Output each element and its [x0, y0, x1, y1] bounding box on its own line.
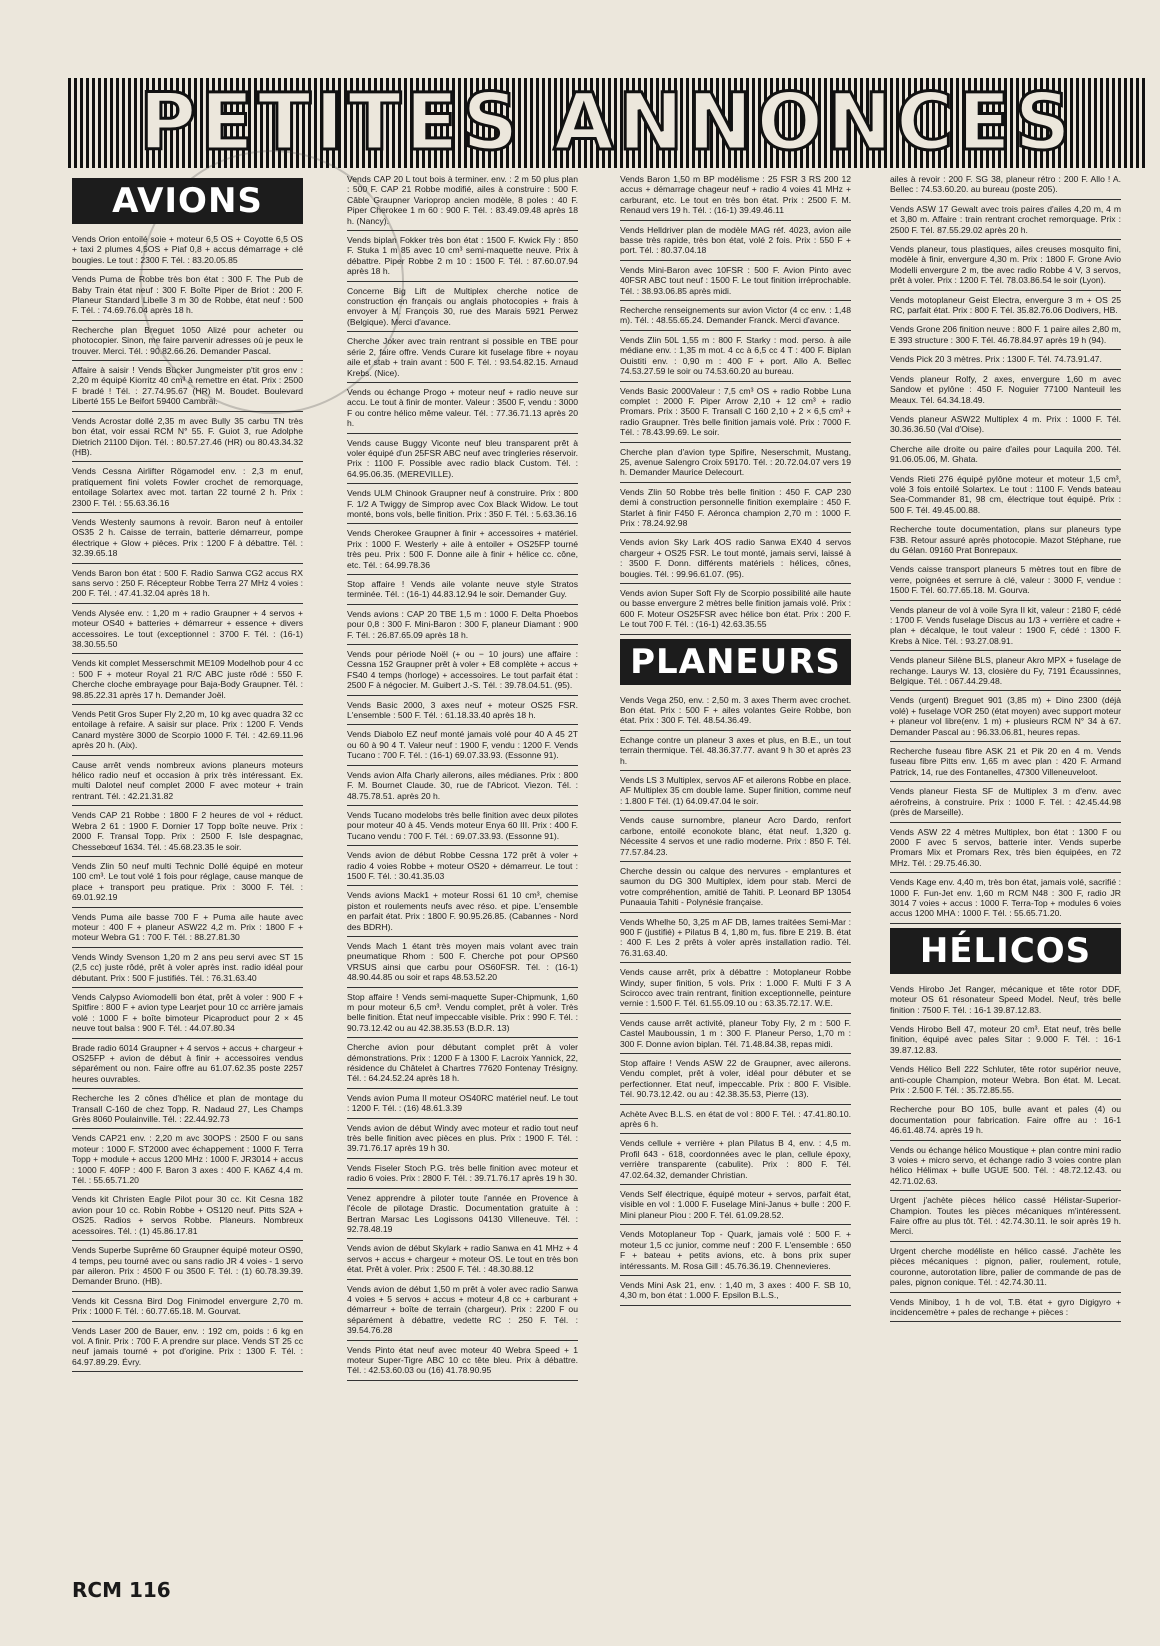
ad-text: Vends planeur, tous plastiques, ailes creuses mosquito fini, modèle à finir, envergure 4,30 m. Prix : 1800 F. Grone Avio Modelli envergure 2 m, tbe avec radio Robbe 4 V, 3 servos, prêt à voler. Prix : 1200 F. Tél. 78.03.86.54 le soir (Lyon).	[890, 244, 1121, 286]
ad-text: Vends Basic 2000, 3 axes neuf + moteur OS25 FSR. L'ensemble : 500 F. Tél. : 61.18.33.40 après 18 h.	[347, 699, 578, 721]
magazine-brand: RCM	[72, 1578, 122, 1602]
ad-text: Vends avion Sky Lark 4OS radio Sanwa EX40 4 servos chargeur + OS25 FSR. Le tout monté, jamais servi, laissé à : 3500 F. Donn. différents matériels : hélices, cônes, bougies. Tél. : 99.96.61.07. (95).	[620, 537, 851, 579]
classified-ad	[620, 735, 851, 771]
ad-text: Vends avion de début Robbe Cessna 172 prêt à voler + radio 4 voies Robbe + moteur OS20 + démarreur. Le tout : 1500 F. Tél. : 30.41.35.03	[347, 850, 578, 881]
classified-ad	[620, 487, 851, 534]
ad-text: Achète Avec B.L.S. en état de vol : 800 F. Tél. : 47.41.80.10. après 6 h.	[620, 1108, 851, 1130]
ad-text: ailes à revoir : 200 F. SG 38, planeur rétro : 200 F. Allo ! A. Bellec : 74.53.60.20. au bureau (poste 205).	[890, 174, 1121, 195]
classified-ad	[620, 1189, 851, 1225]
classified-ad	[72, 416, 303, 463]
ad-text: Cherche Joker avec train rentrant si possible en TBE pour série 2, faire offre. Vends Curare kit fuselage fibre + noyau aile et stab + train avant : 500 F. Tél. : 93.54.82.15. Arnaud Krebs. (Nice).	[347, 336, 578, 378]
ad-text: Vends Puma de Robbe très bon état : 300 F. The Pub de Baby Train état neuf : 300 F. Boîte Piper de Briot : 200 F. Planeur Standard Libelle 3 m 30 de Robbe, état neuf : 500 F. Tél. : 74.69.76.04 après 18 h.	[72, 274, 303, 316]
ad-text: Vends LS 3 Multiplex, servos AF et ailerons Robbe en place. AF Multiplex 35 cm double lame. Super finition, comme neuf : 1.800 F Tél. (1) 64.09.47.04 le soir.	[620, 775, 851, 806]
ad-text: Vends Helldriver plan de modèle MAG réf. 4023, avion aile basse très rapide, très bon état, volé 2 fois. Prix : 550 F + port. Tél. : 80.37.04.18	[620, 224, 851, 256]
ad-text: Vends (urgent) Breguet 901 (3,85 m) + Dino 2300 (déjà volé) + fuselage VOR 250 (état moyen) avec support moteur + planeur vol libre(env. 1 m) + plusieurs RCM N° 34 à 67. Demander Pascal au : 96.33.06.81, heures repas.	[890, 695, 1121, 737]
classified-ad	[72, 952, 303, 988]
column-3	[620, 174, 851, 1310]
ad-text: Vends Diabolo EZ neuf monté jamais volé pour 40 A 45 2T ou 60 à 90 4 T. Valeur neuf : 1900 F, vendu : 1200 F. Vends Tucano : 700 F. Tél. : (16-1) 69.07.33.93. (Essonne 91).	[347, 729, 578, 761]
classified-ad	[890, 524, 1121, 560]
ad-text: Vends Hirobo Jet Ranger, mécanique et tête rotor DDF, moteur OS 61 résonateur Speed Model. Neuf, très belle finition : 7500 F. Tél. : 16-1 39.87.12.83.	[890, 983, 1121, 1015]
page-footer	[72, 1578, 171, 1602]
ad-text: Vends planeur Rolfy, 2 axes, envergure 1,60 m avec Sandow et pylône : 450 F. Noguier 77100 Nanteuil les Meaux. Tél. 64.34.18.49.	[890, 373, 1121, 405]
classified-ad	[72, 608, 303, 655]
classified-ad	[72, 1245, 303, 1292]
classified-ad	[620, 775, 851, 811]
classified-ad	[72, 568, 303, 604]
classified-ad	[890, 324, 1121, 350]
classified-ad	[347, 1193, 578, 1240]
ad-text: Vends Acrostar dollé 2,35 m avec Bully 35 carbu TN très bon état, voir essai RCM N° 55. F. Guiot 3, rue Adolphe Dietrich 21100 Dijon. Tél. : 80.57.27.46 (HR) ou 80.43.34.32 (HB).	[72, 415, 303, 457]
ad-text: Vends Grone 206 finition neuve : 800 F. 1 paire ailes 2,80 m, E 393 structure : 300 F. Tél. 46.78.84.97 après 19 h (94).	[890, 324, 1121, 345]
classified-ad	[890, 374, 1121, 410]
ad-text: Cherche aile droite ou paire d'ailes pour Laquila 200. Tél. 91.06.05.06, M. Ghata.	[890, 443, 1121, 465]
classified-ad	[620, 447, 851, 483]
classified-ad	[347, 1042, 578, 1089]
classified-ad	[347, 850, 578, 886]
ad-text: Venez apprendre à piloter toute l'année en Provence à l'école de pilotage Drastic. Documentation gratuite à : Bertran Marsac Les Logissons 04130 Villeneuve. Tél. : 92.78.48.19	[347, 1192, 578, 1234]
section-planeurs-header: PLANEURS	[620, 639, 851, 685]
banner-title: PETITES ANNONCES	[139, 78, 1075, 168]
classified-ad	[347, 941, 578, 988]
ad-text: Vends motoplaneur Geist Electra, envergure 3 m + OS 25 RC, parfait état. Prix : 800 F. Tél. 35.82.76.06 Dodivers, HB.	[890, 294, 1121, 316]
ad-text: Vends Superbe Suprême 60 Graupner équipé moteur OS90, 4 temps, peu tourné avec ou sans radio JR 4 voies - 1 servo par aileron. Prix : 4500 F ou 3500 F. Tél. : (1) 60.78.39.39. Demander Bruno. (HB).	[72, 1245, 303, 1287]
ad-text: Vends Motoplaneur Top - Quark, jamais volé : 500 F. + moteur 1,5 cc junior, comme neuf : 200 F. L'ensemble : 650 F + bateau + petits avions, etc. à bons prix super intéressants. M. Rosa Gill : 45.76.36.19. Chennevieres.	[620, 1229, 851, 1271]
ad-text: Vends ASW 17 Gewalt avec trois paires d'ailes 4,20 m, 4 m et 3,80 m. Affaire : train rentrant crochet remorquage. Prix : 2500 F. Tél. 87.55.29.02 après 20 h.	[890, 203, 1121, 235]
classified-ad	[72, 1043, 303, 1090]
classified-ad	[347, 528, 578, 575]
ad-text: Vends avions : CAP 20 TBE 1,5 m : 1000 F. Delta Phoebos pour 0,8 : 300 F. Mini-Baron : 300 F, planeur Diamant : 900 F. Tél. : 26.87.65.09 après 18 h.	[347, 608, 578, 640]
ad-text: Vends avion Super Soft Fly de Scorpio possibilité aile haute ou basse envergure 2 mètres belle finition jamais volé. Prix : 600 F. Moteur OS25FSR avec hélice bon état. Prix : 200 F. Le tout 700 F. Tél. : (16-1) 42.63.35.55	[620, 588, 851, 630]
ad-text: Vends Whelhe 50, 3,25 m AF DB, lames traitées Semi-Mar : 900 F (justifié) + Pilatus B 4, 1,80 m, fus. fibre E 219. B. état : 400 F. Les 2 prêts à voler après installation radio. Tél. 76.31.63.40.	[620, 916, 851, 958]
ad-text: Vends Petit Gros Super Fly 2,20 m, 10 kg avec quadra 32 cc entoilage à refaire. A saisir sur place. Prix : 1200 F. Vends Canard mystère 3000 de Scorpio 1000 F. Tél. : 42.69.11.96 après 20 h. (Aix).	[72, 709, 303, 751]
ad-text: Vends Basic 2000Valeur : 7,5 cm³ OS + radio Robbe Luna complet : 2000 F. Piper Arrow 2,10 + 12 cm³ + radio Promars. Prix : 3500 F. Transall C 160 2,10 + 2 × 6,5 cm³ + radio Graupner. Très belle finition jamais volé. Prix : 7000 F. Tél. : 78.43.99.69. Le soir.	[620, 385, 851, 438]
classified-ad	[890, 1195, 1121, 1242]
classified-ad	[347, 649, 578, 696]
banner	[68, 78, 1146, 168]
classified-ad	[620, 265, 851, 301]
classified-ad	[72, 365, 303, 412]
classified-ad	[620, 537, 851, 584]
ad-text: Vends Baron bon état : 500 F. Radio Sanwa CG2 accus RX sans servo : 250 F. Récepteur Robbe Terra 27 MHz 4 voies : 200 F. Tél. : 47.41.32.04 après 18 h.	[72, 567, 303, 599]
classified-ad	[890, 474, 1121, 521]
classified-ad	[620, 1280, 851, 1306]
classified-ad	[620, 866, 851, 913]
ad-text: Vends kit Cessna Bird Dog Finimodel envergure 2,70 m. Prix : 1000 F. Tél. : 60.77.65.18. M. Gourvat.	[72, 1295, 303, 1317]
ad-text: Vends CAP 21 Robbe : 1800 F 2 heures de vol + réduct. Webra 2 61 : 1900 F. Dornier 17 Topp boîte neuve. Prix : 2000 F. Transal Topp. Prix : 2500 F. Isle despagnac, Chessebœuf 1634. Tél. : 45.68.23.35 le soir.	[72, 810, 303, 852]
ads-list	[890, 984, 1121, 1323]
classified-ad	[890, 174, 1121, 200]
ad-text: Vends Miniboy, 1 h de vol, T.B. état + gyro Digigyro + incidencemètre + pales de rechange + pièces :	[890, 1296, 1121, 1317]
classified-ad	[347, 1345, 578, 1381]
ads-list	[347, 174, 578, 1381]
ad-text: Vends Mini-Baron avec 10FSR : 500 F. Avion Pinto avec 40FSR ABC tout neuf : 1500 F. Le tout finition irréprochable. Tél. : 38.93.06.85 après midi.	[620, 264, 851, 296]
classified-ad	[347, 810, 578, 846]
ad-text: Vends Laser 200 de Bauer, env. : 192 cm, poids : 6 kg en vol. A finir. Prix : 700 F. A prendre sur place. Vends ST 25 cc neuf jamais tourné + pot d'origine. Prix : 1300 F. Tél. : 64.97.89.29. Évry.	[72, 1325, 303, 1367]
classified-ad	[347, 488, 578, 524]
ad-text: Stop affaire ! Vends semi-maquette Super-Chipmunk, 1,60 m pour moteur 6,5 cm³. Vendu complet, prêt à voler. Très belle finition. État neuf impeccable visible. Prix : 990 F. Tél. : 90.73.12.42 ou au 42.38.35.53 (B.D.R. 13)	[347, 991, 578, 1033]
ad-text: Vends ASW 22 4 mètres Multiplex, bon état : 1300 F ou 2000 F avec 5 servos, batterie inter. Vends superbe Promars Mix et Promars Rex, très bien équipées, en 72 MHz. Tél. : 29.75.46.30.	[890, 826, 1121, 868]
ad-text: Recherche renseignements sur avion Victor (4 cc env. : 1,48 m). Tél. : 48.55.65.24. Demander Franck. Merci d'avance.	[620, 305, 851, 326]
ad-text: Vends planeur de vol à voile Syra II kit, valeur : 2180 F, cédé : 1700 F. Vends fuselage Discus au 1/3 + verrière et cadre + plan + décalque, le tout valeur : 1900 F, cédé : 1300 F. Krebs à Nice. Tél. : 93.27.08.91.	[890, 604, 1121, 646]
classified-ad	[347, 438, 578, 485]
classified-ad	[890, 414, 1121, 440]
ad-text: Cause arrêt vends nombreux avions planeurs moteurs hélico radio neuf et occasion à prix très intéressant. Ex. multi Dalotel neuf complet 2000 F avec moteur + train rentrant. Tél. : 42.21.31.82	[72, 759, 303, 801]
classified-ad	[890, 655, 1121, 691]
ad-text: Vends Zlin 50 neuf multi Technic Dollé équipé en moteur 100 cm³. Le tout volé 1 fois pour réglage, cause manque de place + transport peu pratique. Prix : 3000 F. Tél. : 69.01.92.19	[72, 860, 303, 903]
classified-ad	[72, 861, 303, 908]
ads-list	[890, 174, 1121, 924]
ad-text: Vends Hélico Bell 222 Schluter, tête rotor supérior neuve, anti-couple Champion, moteur Webra. Bon état. M. Lecat. Prix : 2.500 F. Tél. : 35.72.85.55.	[890, 1064, 1121, 1095]
ad-text: Vends cellule + verrière + plan Pilatus B 4, env. : 4,5 m. Profil 643 - 618, coordonnées avec le plan, cellule époxy, verrière transparente (cabulite). Prix : 800 F. Tél. 47.02.64.32, demander Christian.	[620, 1138, 851, 1180]
classified-ad	[72, 658, 303, 705]
ad-text: Brade radio 6014 Graupner + 4 servos + accus + chargeur + OS25FP + avion de début à finir + accessoires vendus séparément ou non. Faire offre au 61.07.62.35 poste 2257 heures ouvrables.	[72, 1042, 303, 1084]
classified-ad	[347, 700, 578, 726]
classified-ad	[347, 387, 578, 434]
classified-ad	[72, 325, 303, 361]
ad-text: Vends Windy Svenson 1,20 m 2 ans peu servi avec ST 15 (2,5 cc) juste rôdé, prêt à voler après inst. radio idéal pour débutant. Prix : 500 F justifiés. Tél. : 76.31.63.40	[72, 951, 303, 983]
classified-ad	[72, 709, 303, 756]
ad-text: Concerne Big Lift de Multiplex cherche notice de construction en français ou anglais photocopies + frais à envoyer à M. François 30, rue des Marais 5921 Perwez (Belgique). Merci d'avance.	[347, 285, 578, 327]
ad-text: Vends Puma aile basse 700 F + Puma aile haute avec moteur : 400 F + planeur ASW22 4,2 m. Prix : 1800 F + moteur Webra G1 : 700 F. Tél. : 88.27.81.30	[72, 911, 303, 943]
classified-ad	[72, 912, 303, 948]
classified-ad	[72, 760, 303, 807]
ad-text: Vends planeur Silène BLS, planeur Akro MPX + fuselage de rechange. Laurys W. 13, closière du Fy, 7191 Écaussinnes, Belgique. Tél. : 067.44.29.48.	[890, 655, 1121, 687]
classified-ad	[620, 225, 851, 261]
classified-ad	[890, 605, 1121, 652]
classified-ad	[72, 517, 303, 564]
column-2	[347, 174, 578, 1385]
ad-text: Vends ou échange hélico Moustique + plan contre mini radio 3 voies + micro servo, et échange radio 3 voies contre plan hélico Hélimax + bulle UGUE 500. Tél. : 48.72.12.43. ou 42.71.02.63.	[890, 1144, 1121, 1186]
ad-text: Vends avion de début Skylark + radio Sanwa en 41 MHz + 4 servos + accus + chargeur + moteur OS. Le tout en très bon état. Prêt à voler. Prix : 2500 F. Tél. : 48.30.88.12	[347, 1243, 578, 1275]
ad-text: Vends Calypso Aviomodelli bon état, prêt à voler : 900 F + Spitfire : 800 F + avion type Learjet pour 10 cc arrière jamais volé : 1000 F + boîte bimoteur Picaproduct pour 2 × 45 neuve tout balsa : 900 F. Tél. : 44.07.80.34	[72, 991, 303, 1034]
ad-text: Cherche dessin ou calque des nervures - emplantures et saumon du DG 300 Multiplex, idem pour stab. Merci de votre compréhention, amitié de Tahiti. P. Leonard BP 13054 Punaauia Tahiti - Polynésie française.	[620, 865, 851, 908]
ad-text: Recherche plan Breguet 1050 Alizé pour acheter ou photocopier. Sinon, me faire parvenir adresses où je peux le trouver. Merci. Tél. : 90.82.66.26. Demander Pascal.	[72, 324, 303, 356]
classified-ad	[72, 1093, 303, 1129]
classified-ad	[620, 967, 851, 1014]
classified-ad	[620, 1109, 851, 1135]
ad-text: Vends Cessna Airlifter Rögamodel env. : 2,3 m enuf, pratiquement fini volets Fowler crochet de remorquage, entoilage Solartex avec mot. tartan 22 tourné 2 h. Prix : 2300 F. Tél. : 55.63.36.16	[72, 466, 303, 508]
classified-ad	[72, 234, 303, 270]
ad-text: Vends cause arrêt activité, planeur Toby Fly, 2 m : 500 F. Castel Mauboussin, 1 m : 300 F. Planeur Perso, 1,70 m : 300 F. Donne avion biplan. Tél. 71.48.84.38, repas midi.	[620, 1017, 851, 1049]
ad-text: Vends caisse transport planeurs 5 mètres tout en fibre de verre, poignées et serrure à clé, valeur : 3000 F, vendue : 1500 F. Tél. 60.77.65.18. M. Gourva.	[890, 564, 1121, 596]
classified-ad	[620, 386, 851, 443]
ad-text: Recherche fuseau fibre ASK 21 et Pik 20 en 4 m. Vends fuseau fibre Pitts env. 1,65 m avec plan : 420 F. Armand Patrick, 14, rue des Fontanelles, 47300 Villeneuveloot.	[890, 746, 1121, 777]
ad-text: Stop affaire ! Vends ASW 22 de Graupner, avec ailerons. Vendu complet, prêt à voler, idéal pour débuter et se perfectionner. Etat neuf, impeccable. Prix : 800 F. Visible. Tél. 90.73.12.42. ou au : 42.38.35.53, Pierre (13).	[620, 1058, 851, 1100]
ad-text: Vends Pinto état neuf avec moteur 40 Webra Speed + 1 moteur Super-Tigre ABC 10 cc tête bleu. Prix à débattre. Tél. : 42.53.60.03 ou (16) 41.78.90.95	[347, 1344, 578, 1376]
classified-ad	[72, 274, 303, 321]
ad-text: Echange contre un planeur 3 axes et plus, en B.E., un tout terrain thermique. Tél. 48.36.37.77. avant 9 h 30 et après 23 h.	[620, 734, 851, 766]
classified-ad	[347, 235, 578, 282]
classified-ad	[347, 890, 578, 937]
ad-text: Vends avion de début Windy avec moteur et radio tout neuf très belle finition avec pièces en plus. Prix : 1900 F. Tél. : 39.71.76.17 après 19 h 30.	[347, 1122, 578, 1154]
classified-ad	[347, 1123, 578, 1159]
classified-ad	[620, 305, 851, 331]
ad-text: Vends cause arrêt, prix à débattre : Motoplaneur Robbe Windy, super finition, 5 vols. Prix : 1.000 F. Multi F 3 A Scirocco avec train rentrant, finition exceptionnelle, peinture vernie : 1.500 F. Tél. 61.55.09.10 ou : 63.35.72.17. W.E.	[620, 967, 851, 1009]
ad-text: Vends Baron 1,50 m BP modélisme : 25 FSR 3 RS 200 12 accus + démarrage chageur neuf + radio 4 voies 41 MHz + carburant, etc. Le tout en très bon état. Prix : 2500 F. M. Renaud vers 19 h. Tél. : (16-1) 39.49.46.11	[620, 174, 851, 216]
ad-text: Vends Orion entoilé soie + moteur 6,5 OS + Coyotte 6,5 OS + taxi 2 plumes 4,5OS + Piaf 0,8 + accus démarrage + clé bougies. Le tout : 2300 F. Tél. : 83.20.05.85	[72, 234, 303, 265]
classified-ad	[890, 1246, 1121, 1293]
classified-ad	[890, 244, 1121, 291]
classified-ad	[890, 786, 1121, 822]
classified-ad	[347, 286, 578, 333]
classified-ad	[890, 695, 1121, 742]
ad-text: Cherche plan d'avion type Spifire, Neserschmit, Mustang, 25, avenue Salengro Croix 59170. Tél. : 20.72.04.07 vers 19 h. Demander Maurice Delecourt.	[620, 446, 851, 478]
ad-text: Vends Westenly saumons à revoir. Baron neuf à entoiler OS35 2 h. Caisse de terrain, batterie démarreur, pompe électrique + Glow + pièces. Prix : 1200 F à débattre. Tél. : 32.39.65.18	[72, 516, 303, 559]
ad-text: Vends Tucano modelobs très belle finition avec deux pilotes pour moteur 40 à 45. Vends moteur Enya 60 III. Prix : 400 F. Tucano vendu : 700 F. Tél. : 69.07.33.93. (Essonne 91).	[347, 809, 578, 841]
ad-text: Affaire à saisir ! Vends Bücker Jungmeister p'tit gros env : 2,20 m équipé Kiorritz 40 cm³ à remettre en état. Prix : 2500 F bradé ! Tél. : 27.74.95.67 (HR) M. Boudet. Boulevard Liberté 155 Le Beifort 59400 Cambrai.	[72, 365, 303, 407]
ad-text: Recherche les 2 cônes d'hélice et plan de montage du Transall C-160 de chez Topp. R. Nadaud 27, Les Champs Grès 8060 Poulainville. Tél. : 22.44.92.73	[72, 1093, 303, 1125]
section-avions-header: AVIONS	[72, 178, 303, 224]
ad-text: Vends Cherokee Graupner à finir + accessoires + matériel. Prix : 1000 F. Westerly + aile à entoiler + OS25FP tourné très peu. Prix : 500 F. Donne aile à finir + hélice cc. cône, etc. Tél. : 64.99.78.36	[347, 528, 578, 570]
ad-text: Vends biplan Fokker très bon état : 1500 F. Kwick Fly : 850 F. Stuka 1 m 85 avec 10 cm³ semi-maquette neuve. Prix à débattre. Piper Robbe 2 m 10 : 1500 F. Tél. : 87.60.07.94 après 18 h.	[347, 235, 578, 277]
classified-ad	[890, 1104, 1121, 1140]
ad-text: Vends Vega 250, env. : 2,50 m. 3 axes Therm avec crochet. Bon état. Prix : 500 F + ailes volantes Geire Robbe, bon état. Prix : 300 F. Tél. 48.54.36.49.	[620, 694, 851, 726]
ads-list	[72, 234, 303, 1372]
classified-ad	[890, 564, 1121, 600]
classified-ad	[72, 1326, 303, 1373]
classified-ad	[347, 1243, 578, 1279]
classified-ad	[620, 1018, 851, 1054]
column-4	[890, 174, 1121, 1326]
ad-text: Vends CAP 20 L tout bois à terminer. env. : 2 m 50 plus plan : 500 F. CAP 21 Robbe modifié, ailes à construire : 500 F. Câble Graupner Varioprop ancien modèle, 8 poles : 40 F. Piper Cherokee 1 m 60 : 900 F. Tél. : 83.49.09.48 après 18 h. (Nancy).	[347, 174, 578, 226]
ad-text: Vends Mini Ask 21, env. : 1,40 m, 3 axes : 400 F. SB 10, 4,30 m, bon état : 1.000 F. Epsilon B.L.S.,	[620, 1279, 851, 1301]
classified-ad	[347, 1284, 578, 1341]
classified-ad	[347, 174, 578, 231]
ad-text: Vends avion de début 1,50 m prêt à voler avec radio Sanwa 4 voies + 5 servos + accus + moteur 4,8 cc + carburant + démarreur + boîte de terrain (chargeur). Prix : 2200 F ou séparément à débattre, vedette RC : 250 F. Tél. : 39.54.76.28	[347, 1283, 578, 1336]
ad-text: Vends pour période Noël (+ ou − 10 jours) une affaire : Cessna 152 Graupner prêt à voler + E8 complète + accus + FS40 4 temps (horloge) + accessoires. Le tout parfait état : 2500 F à négocier. M. Guibert J.-S. Tél. : 39.78.04.51. (95).	[347, 649, 578, 691]
classified-ad	[72, 466, 303, 513]
ad-text: Vends ULM Chinook Graupner neuf à construire. Prix : 800 F. 1/2 A Twiggy de Simprop avec Cox Black Widow. Le tout monté, bons vols, belle finition. Prix : 350 F. Tél. : 5.63.36.16	[347, 488, 578, 519]
ad-text: Vends planeur Fiesta SF de Multiplex 3 m d'env. avec aérofreins, à construire. Prix : 1000 F. Tél. : 42.45.44.98 (près de Marseille).	[890, 786, 1121, 818]
classified-ad	[72, 992, 303, 1039]
classified-ad	[620, 1138, 851, 1185]
ad-text: Vends planeur ASW22 Multiplex 4 m. Prix : 1000 F. Tél. 30.36.36.50 (Val d'Oise).	[890, 413, 1121, 435]
ad-text: Stop affaire ! Vends aile volante neuve style Stratos terminée. Tél. : (16-1) 44.83.12.94 le soir. Demander Guy.	[347, 579, 578, 600]
classified-ad	[620, 1229, 851, 1276]
classified-ad	[620, 695, 851, 731]
classified-ad	[347, 336, 578, 383]
ad-text: Vends Pick 20 3 mètres. Prix : 1300 F. Tél. 74.73.91.47.	[890, 354, 1102, 365]
classified-ad	[890, 204, 1121, 240]
ad-text: Vends Kage env. 4,40 m, très bon état, jamais volé, sacrifié : 1000 F. Fun-Jet env. 1,60 m RCM N48 : 300 F, radio JR 3014 7 voies + accus : 1000 F. Terra-Top + modules 6 voies accus 1200 MHA : 1000 F. Tél. : 55.65.71.20.	[890, 877, 1121, 919]
classified-ad	[890, 877, 1121, 924]
classified-ad	[620, 917, 851, 964]
ad-text: Vends Self électrique, équipé moteur + servos, parfait état, visible en vol : 1.000 F. Fuselage Mini-Janus + bulle : 200 F. Mini planeur Piou : 200 F. Tél. 61.09.28.52.	[620, 1189, 851, 1220]
ad-text: Vends Mach 1 étant très moyen mais volant avec train pneumatique Rhom : 500 F. Cherche pot pour OPS60 VRSUS ainsi que carbu pour OS60FSR. Tél. : (16-1) 48.90.44.85 ou soir et raps 48.53.52.20	[347, 940, 578, 983]
ad-text: Vends Rieti 276 équipé pylône moteur et moteur 1,5 cm³, volé 3 fois entoilé Solartex. Le tout : 1100 F. Vends bateau Sea-Commander 81, 98 cm, électrique tout équipé. Prix : 500 F. Tél. 49.45.00.88.	[890, 473, 1121, 515]
ad-text: Vends kit complet Messerschmit ME109 Modelhob pour 4 cc : 500 F + moteur Royal 21 R/C ABC juste rôdé : 550 F. Cherche cloche embrayage pour Baja-Body Graupner. Tél. : 98.85.22.31 après 17 h. Demander Joël.	[72, 658, 303, 700]
classified-ad	[72, 1296, 303, 1322]
ad-text: Vends cause Buggy Viconte neuf bleu transparent prêt à voler équipé d'un 25FSR ABC neuf avec tringleries réservoir. Prix : 1100 F. Possible avec radio black Custom. Tél. : 64.95.06.35. (MEREVILLE).	[347, 437, 578, 479]
ad-text: Vends avion Alfa Charly ailerons, ailes médianes. Prix : 800 F. M. Bournet Claude. 30, rue de l'Abricot. Viezon. Tél. : 48.75.78.51. après 20 h.	[347, 769, 578, 801]
classified-ad	[347, 1093, 578, 1119]
classified-ad	[72, 810, 303, 857]
ad-text: Vends kit Christen Eagle Pilot pour 30 cc. Kit Cesna 182 avion pour 10 cc. Robin Robbe + OS120 neuf. Pitts S2A + OS25. Radios + servos Robbe. Planeurs. Nombreux acessoires. Tél. : (1) 45.86.17.81	[72, 1194, 303, 1236]
classified-ad	[890, 1024, 1121, 1060]
ad-text: Vends Zlin 50L 1,55 m : 800 F. Starky : mod. perso. à aile médiane env. : 1,35 m mot. 4 cc à 6,5 cc 4 T : 400 F. Biplan Ouistiti env. : 0,90 m : 400 F + port. Allo A. Bellec 74.53.27.59 le soir ou 74.53.60.20 au bureau.	[620, 334, 851, 377]
ads-list	[620, 695, 851, 1306]
classified-ad	[347, 579, 578, 605]
classified-ad	[347, 1163, 578, 1189]
ad-text: Vends avion Puma II moteur OS40RC matériel neuf. Le tout : 1200 F. Tél. : (16) 48.61.3.39	[347, 1092, 578, 1114]
ad-text: Vends cause surnombre, planeur Acro Dardo, renfort carbone, entoilé econokote blanc, état neuf. 1,320 g. Nécessite 4 servos et une radio moderne. Prix : 850 F. Tél. 77.57.84.23.	[620, 815, 851, 857]
classified-ad	[72, 1133, 303, 1190]
classified-ad	[347, 992, 578, 1039]
ad-text: Vends Hirobo Bell 47, moteur 20 cm³. Etat neuf, très belle finition, équipé avec pales Sitar : 9.000 F. Tél. : 16-1 39.87.12.83.	[890, 1023, 1121, 1055]
classified-ad	[890, 444, 1121, 470]
ad-text: Vends Zlin 50 Robbe très belle finition : 450 F. CAP 230 demi à construction personnelle finition exemplaire : 450 F. Starlet à finir F450 F. Aéronca champion 2,70 m : 1000 F. Prix : 78.24.92.98	[620, 486, 851, 528]
section-helicos-header: HÉLICOS	[890, 928, 1121, 974]
classified-ad	[890, 1297, 1121, 1323]
classified-ad	[890, 984, 1121, 1020]
classified-ad	[620, 1058, 851, 1105]
ad-text: Vends avions Mack1 + moteur Rossi 61 10 cm³, chemise piston et roulements neufs avec réso. et pipe. L'ensemble en parfait état. Prix : 1800 F. 90.95.26.85. (Cabannes - Nord des BDRH).	[347, 890, 578, 932]
classified-ad	[890, 295, 1121, 321]
ad-text: Cherche avion pour débutant complet prêt à voler démonstrations. Prix : 1200 F à 1300 F. Lacroix Yannick, 22, résidence du Châtelet à Chartres 77620 Fontenay Trésigny. Tél. : 64.24.52.24 après 18 h.	[347, 1042, 578, 1084]
classified-ad	[347, 770, 578, 806]
ad-text: Urgent cherche modéliste en hélico cassé. J'achète les pièces mécaniques : pignon, palier, roulement, rotule, couronne, autorotation libre, palier de commande de pas de pales, pignon conique. Tél. : 42.74.30.11.	[890, 1245, 1121, 1288]
classified-ad	[347, 609, 578, 645]
classified-ad	[890, 827, 1121, 874]
ads-list	[620, 174, 851, 635]
ad-text: Vends ou échange Progo + moteur neuf + radio neuve sur accu. Le tout à finir de monter. Valeur : 3500 F, vendu : 3000 F ou contre hélico même valeur. Tél. : 77.36.71.13 après 20 h.	[347, 386, 578, 429]
ad-text: Vends Alysée env. : 1,20 m + radio Graupner + 4 servos + moteur OS40 + batteries + démarreur + essence + divers accessoires. Le tout (exceptionnel : 3700 F. Tél. : (16-1) 38.30.55.50	[72, 607, 303, 649]
ad-text: Vends Fiseler Stoch P.G. très belle finition avec moteur et radio 6 voies. Prix : 2800 F. Tél. : 39.71.76.17 après 19 h 30.	[347, 1162, 578, 1184]
ad-text: Vends CAP21 env. : 2,20 m avc 30OPS : 2500 F ou sans moteur : 1000 F. ST2000 avec échappement : 1000 F. Terra Topp + module + accus 1200 MHz : 1000 F. JR3014 + accus : 1000 F. 40FP : 400 F. Baron 3 axes : 400 F. KA6Z 4,4 m. Tél. : 55.65.71.20	[72, 1133, 303, 1186]
ad-text: Urgent j'achète pièces hélico cassé Hélistar-Superior-Champion. Toutes les pièces mécaniques m'intéressent. Faire offre au plus tôt. Tél. : 42.74.30.11. le soir après 19 h. Merci.	[890, 1195, 1121, 1237]
ad-text: Recherche pour BO 105, bulle avant et pales (4) ou documentation pour fabrication. Faire offre au : 16-1 46.61.48.74. après 19 h.	[890, 1104, 1121, 1136]
column-1	[72, 174, 303, 1376]
classified-ad	[890, 746, 1121, 782]
page-number: 116	[128, 1578, 171, 1602]
classified-ad	[347, 729, 578, 765]
classified-ad	[890, 1145, 1121, 1192]
classified-ad	[890, 1064, 1121, 1100]
classified-ad	[890, 354, 1121, 369]
classified-ad	[620, 588, 851, 635]
classified-ad	[620, 335, 851, 382]
classified-ad	[72, 1194, 303, 1241]
ad-text: Recherche toute documentation, plans sur planeurs type F3B. Retour assuré après photocopie. Mazot Stéphane, rue du Gélan. 09160 Prat Bonrepaux.	[890, 524, 1121, 555]
classified-ad	[620, 815, 851, 862]
classified-ad	[620, 174, 851, 221]
